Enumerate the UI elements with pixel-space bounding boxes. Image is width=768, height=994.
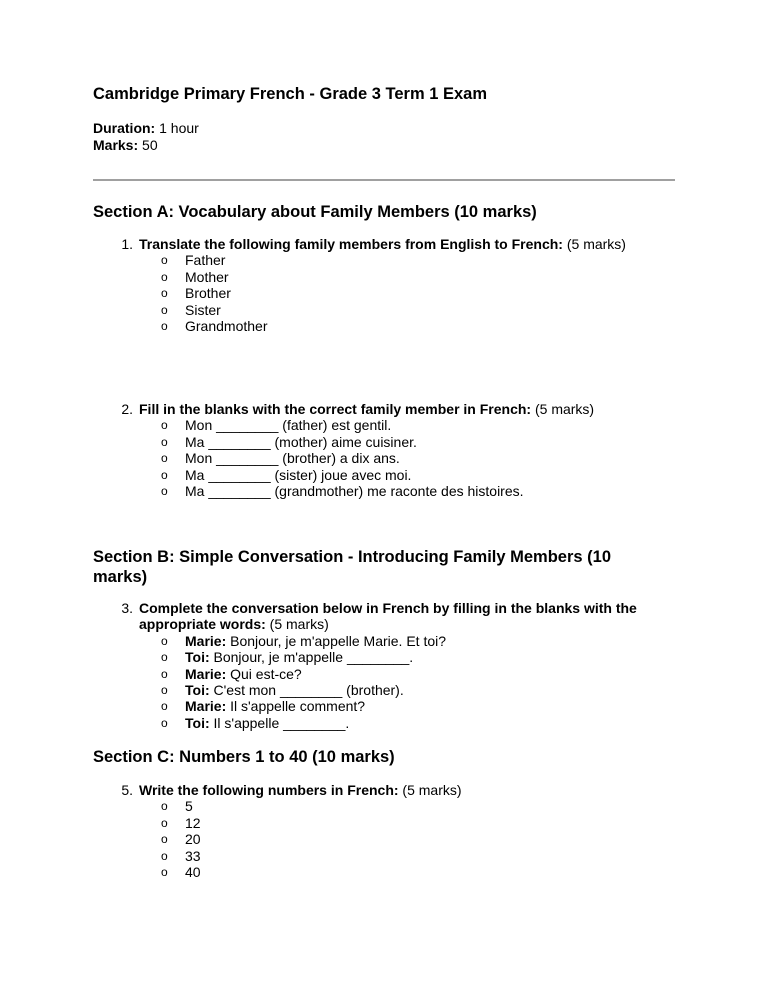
- speaker-name: Toi:: [185, 714, 210, 731]
- bullet-icon: o: [161, 483, 168, 498]
- bullet-icon: o: [161, 699, 168, 714]
- marks-text: (5 marks): [531, 401, 595, 417]
- exam-meta: [93, 120, 199, 153]
- item-text: 40: [185, 863, 201, 880]
- conversation-list: [93, 633, 668, 731]
- dialogue-line: [93, 666, 668, 682]
- speaker-name: Marie:: [185, 632, 227, 649]
- list-item: [93, 302, 668, 318]
- question-prompt: [139, 236, 668, 252]
- list-item: [93, 269, 668, 285]
- dialogue-line: [93, 649, 668, 665]
- item-text: 5: [185, 798, 193, 815]
- question-2: [93, 401, 668, 499]
- list-item: [93, 831, 668, 847]
- speaker-name: Marie:: [185, 665, 227, 682]
- marks-text: (5 marks): [398, 782, 462, 798]
- bullet-icon: o: [161, 302, 168, 317]
- dialogue-text: Il s'appelle comment?: [226, 698, 366, 715]
- dialogue-line: [93, 633, 668, 649]
- bullet-icon: o: [161, 418, 168, 433]
- item-text: Ma ________ (grandmother) me raconte des histoires.: [185, 482, 524, 499]
- question-1: [93, 236, 668, 334]
- marks-text: (5 marks): [265, 616, 329, 633]
- question-prompt: [139, 401, 668, 417]
- dialogue-line: [93, 715, 668, 731]
- item-text: Grandmother: [185, 317, 268, 334]
- marks-value: 50: [142, 136, 158, 153]
- bullet-icon: o: [161, 666, 168, 681]
- list-item: [93, 450, 668, 466]
- fill-blank-list: [93, 417, 668, 499]
- horizontal-divider: [93, 179, 675, 181]
- bullet-icon: o: [161, 318, 168, 333]
- question-prompt: [139, 600, 668, 633]
- marks-line: [93, 137, 199, 154]
- prompt-text: Write the following numbers in French:: [139, 782, 399, 798]
- marks-label: Marks:: [93, 136, 139, 153]
- dialogue-text: C'est mon ________ (brother).: [209, 681, 404, 698]
- item-text: Mon ________ (father) est gentil.: [185, 417, 392, 434]
- prompt-text: Complete the conversation below in French by filling in the blanks with the appropriate words:: [139, 600, 637, 633]
- dialogue-text: Il s'appelle ________.: [209, 714, 350, 731]
- list-item: [93, 864, 668, 880]
- list-item: [93, 285, 668, 301]
- duration-line: [93, 120, 199, 137]
- question-5: [93, 782, 668, 880]
- marks-text: (5 marks): [562, 236, 626, 252]
- question-prompt: [139, 782, 668, 798]
- item-text: Mother: [185, 268, 229, 285]
- bullet-icon: o: [161, 799, 168, 814]
- dialogue-line: [93, 682, 668, 698]
- item-text: Ma ________ (mother) aime cuisiner.: [185, 433, 417, 450]
- bullet-icon: o: [161, 451, 168, 466]
- question-number: 2.: [121, 401, 133, 417]
- item-text: Sister: [185, 301, 221, 318]
- question-number: 1.: [121, 236, 133, 252]
- dialogue-text: Bonjour, je m'appelle Marie. Et toi?: [226, 632, 447, 649]
- speaker-name: Toi:: [185, 681, 210, 698]
- list-item: [93, 318, 668, 334]
- section-c-heading: Section C: Numbers 1 to 40 (10 marks): [93, 748, 395, 766]
- list-item: [93, 848, 668, 864]
- dialogue-text: Bonjour, je m'appelle ________.: [209, 649, 414, 666]
- bullet-icon: o: [161, 650, 168, 665]
- dialogue-line: [93, 698, 668, 714]
- bullet-icon: o: [161, 682, 168, 697]
- bullet-icon: o: [161, 864, 168, 879]
- section-b-heading: Section B: Simple Conversation - Introducing Family Members (10 marks): [93, 548, 612, 586]
- list-item: [93, 417, 668, 433]
- exam-title: Cambridge Primary French - Grade 3 Term 1 Exam: [93, 85, 488, 103]
- item-text: Mon ________ (brother) a dix ans.: [185, 450, 400, 467]
- item-text: Ma ________ (sister) joue avec moi.: [185, 466, 412, 483]
- section-a-heading: Section A: Vocabulary about Family Members (10 marks): [93, 203, 537, 221]
- list-item: [93, 434, 668, 450]
- bullet-icon: o: [161, 253, 168, 268]
- question-number: 5.: [121, 782, 133, 798]
- list-item: [93, 483, 668, 499]
- bullet-icon: o: [161, 286, 168, 301]
- dialogue-text: Qui est-ce?: [226, 665, 302, 682]
- bullet-icon: o: [161, 815, 168, 830]
- prompt-text: Translate the following family members from English to French:: [139, 236, 563, 252]
- speaker-name: Marie:: [185, 698, 227, 715]
- list-item: [93, 815, 668, 831]
- question-number: 3.: [121, 600, 133, 616]
- bullet-icon: o: [161, 633, 168, 648]
- speaker-name: Toi:: [185, 649, 210, 666]
- bullet-icon: o: [161, 269, 168, 284]
- item-text: Father: [185, 252, 226, 269]
- bullet-icon: o: [161, 434, 168, 449]
- bullet-icon: o: [161, 848, 168, 863]
- bullet-icon: o: [161, 715, 168, 730]
- item-text: Brother: [185, 285, 231, 302]
- vocab-list: [93, 252, 668, 334]
- duration-label: Duration:: [93, 120, 156, 136]
- numbers-list: [93, 798, 668, 880]
- question-3: [93, 600, 668, 731]
- list-item: [93, 467, 668, 483]
- list-item: [93, 252, 668, 268]
- item-text: 20: [185, 831, 201, 848]
- list-item: [93, 798, 668, 814]
- bullet-icon: o: [161, 832, 168, 847]
- duration-value: 1 hour: [159, 120, 199, 136]
- item-text: 33: [185, 847, 201, 864]
- prompt-text: Fill in the blanks with the correct family member in French:: [139, 401, 532, 417]
- bullet-icon: o: [161, 467, 168, 482]
- item-text: 12: [185, 814, 201, 831]
